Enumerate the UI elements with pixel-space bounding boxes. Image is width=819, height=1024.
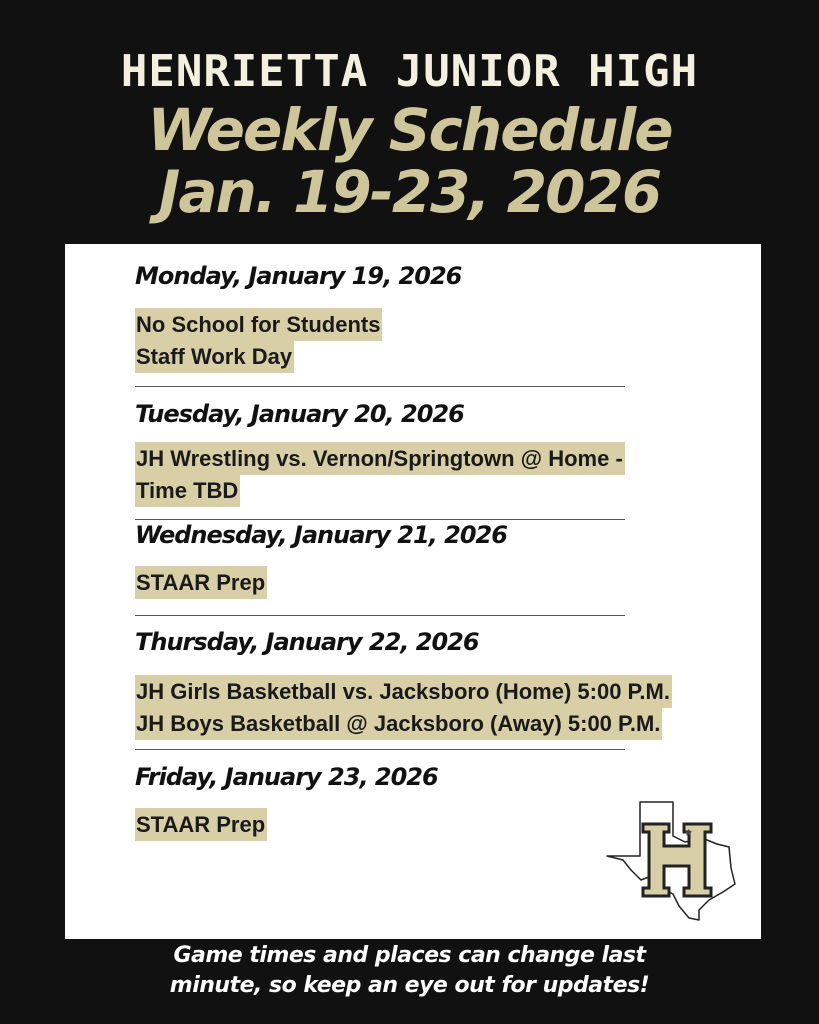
- day-heading-monday: Monday, January 19, 2026: [135, 262, 462, 290]
- event-text: Time TBD: [135, 474, 240, 507]
- divider: [135, 519, 625, 520]
- day-heading-friday: Friday, January 23, 2026: [135, 763, 438, 791]
- event-text: No School for Students: [135, 308, 382, 341]
- event-text: JH Boys Basketball @ Jacksboro (Away) 5:00 P.M.: [135, 707, 662, 740]
- event-wednesday-1: [135, 566, 267, 599]
- event-thursday-2: [135, 707, 662, 740]
- title-weekly-schedule: Weekly Schedule: [147, 96, 672, 164]
- divider: [135, 615, 625, 616]
- svg-text:★: ★: [684, 828, 693, 839]
- footer-line-1: Game times and places can change last: [173, 943, 646, 968]
- footer-line-2: minute, so keep an eye out for updates!: [169, 973, 650, 998]
- title-date-range: Jan. 19-23, 2026: [158, 158, 661, 226]
- event-monday-1: [135, 308, 382, 341]
- event-text: JH Girls Basketball vs. Jacksboro (Home) 5:00 P.M.: [135, 675, 672, 708]
- day-heading-tuesday: Tuesday, January 20, 2026: [135, 400, 464, 428]
- event-text: Staff Work Day: [135, 340, 294, 373]
- schedule-panel: [65, 244, 761, 939]
- footer-note: [0, 941, 819, 1001]
- texas-h-logo-icon: [605, 800, 737, 922]
- divider: [135, 749, 625, 750]
- event-tuesday-1: [135, 442, 625, 475]
- event-tuesday-2: [135, 474, 240, 507]
- event-text: STAAR Prep: [135, 566, 267, 599]
- event-friday-1: [135, 808, 267, 841]
- day-heading-wednesday: Wednesday, January 21, 2026: [135, 521, 507, 549]
- event-monday-2: [135, 340, 294, 373]
- event-thursday-1: [135, 675, 672, 708]
- day-heading-thursday: Thursday, January 22, 2026: [135, 628, 479, 656]
- event-text: JH Wrestling vs. Vernon/Springtown @ Home -: [135, 442, 625, 475]
- event-text: STAAR Prep: [135, 808, 267, 841]
- school-name: HENRIETTA JUNIOR HIGH: [120, 46, 699, 97]
- divider: [135, 386, 625, 387]
